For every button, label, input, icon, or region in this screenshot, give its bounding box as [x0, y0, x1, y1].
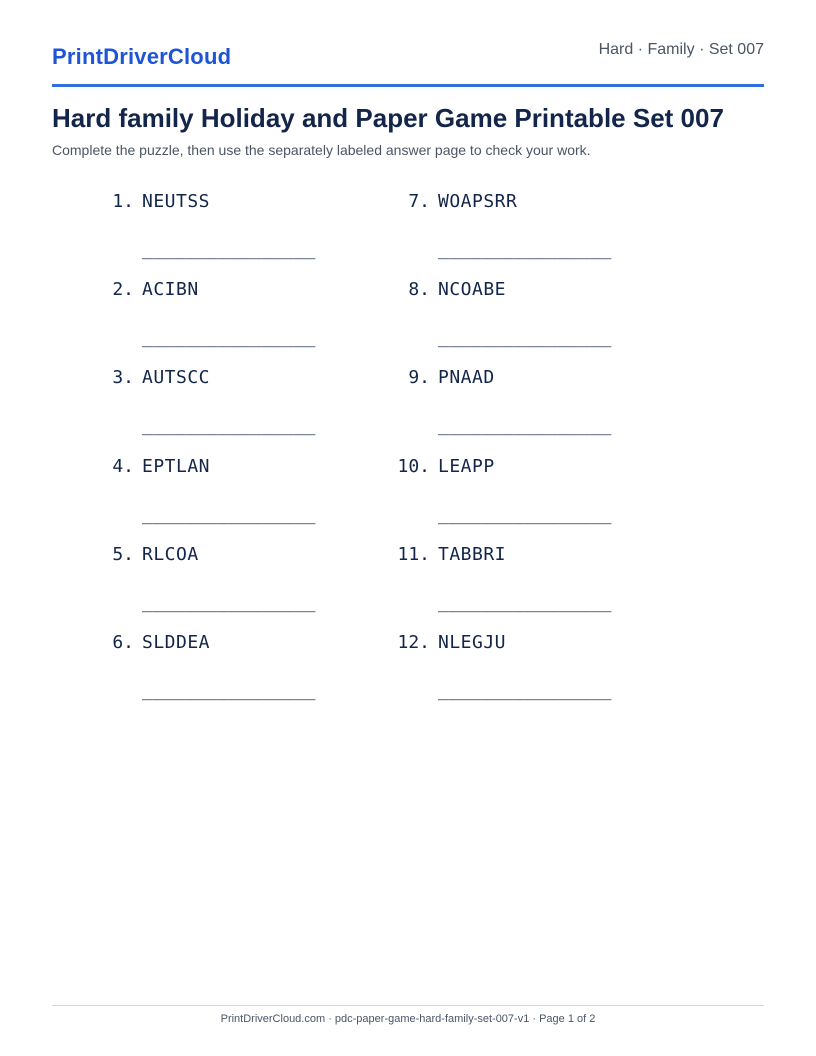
page-footer: PrintDriverCloud.com · pdc-paper-game-hard-family-set-007-v1 · Page 1 of 2: [220, 1013, 596, 1025]
puzzle-number: 3.: [112, 367, 134, 388]
puzzle-number: 4.: [112, 456, 134, 477]
breadcrumb-separator: ·: [637, 41, 644, 58]
puzzle-item: [100, 632, 400, 712]
puzzle-item: [396, 279, 696, 359]
breadcrumb-category: Family: [647, 41, 695, 58]
page-subtitle: Complete the puzzle, then use the separately labeled answer page to check your work.: [52, 142, 591, 158]
scrambled-word: ACIBN: [142, 279, 199, 300]
answer-blank: ________________: [142, 415, 316, 436]
answer-blank: ________________: [438, 415, 612, 436]
puzzle-number: 7.: [408, 191, 430, 212]
puzzle-item: [396, 367, 696, 447]
scrambled-word: PNAAD: [438, 367, 495, 388]
breadcrumb: [599, 41, 764, 59]
page-title: Hard family Holiday and Paper Game Printable Set 007: [52, 103, 724, 133]
brand-logo-text: PrintDriverCloud: [52, 44, 232, 69]
puzzle-item: [100, 544, 400, 624]
scrambled-word: WOAPSRR: [438, 191, 518, 212]
puzzle-item: [100, 191, 400, 271]
puzzle-number: 6.: [112, 632, 134, 653]
scrambled-word: NLEGJU: [438, 632, 507, 653]
answer-blank: ________________: [142, 239, 316, 260]
answer-blank: ________________: [438, 680, 612, 701]
puzzle-number: 9.: [408, 367, 430, 388]
scrambled-word: RLCOA: [142, 544, 199, 565]
answer-blank: ________________: [438, 504, 612, 525]
puzzle-number: 5.: [112, 544, 134, 565]
scrambled-word: EPTLAN: [142, 456, 211, 477]
answer-blank: ________________: [438, 327, 612, 348]
breadcrumb-set: Set 007: [708, 41, 764, 58]
breadcrumb-level: Hard: [598, 41, 634, 58]
puzzle-number: 1.: [112, 191, 134, 212]
puzzle-item: [100, 279, 400, 359]
scrambled-word: NCOABE: [438, 279, 507, 300]
answer-blank: ________________: [142, 504, 316, 525]
footer-divider: [52, 1005, 764, 1006]
scrambled-word: TABBRI: [438, 544, 507, 565]
answer-blank: ________________: [142, 592, 316, 613]
puzzle-item: [100, 456, 400, 536]
puzzle-number: 12.: [397, 632, 430, 653]
puzzle-item: [100, 367, 400, 447]
scrambled-word: AUTSCC: [142, 367, 211, 388]
puzzle-item: [396, 456, 696, 536]
answer-blank: ________________: [142, 327, 316, 348]
puzzle-item: [396, 632, 696, 712]
puzzle-number: 2.: [112, 279, 134, 300]
puzzle-item: [396, 544, 696, 624]
answer-blank: ________________: [438, 239, 612, 260]
puzzle-number: 8.: [408, 279, 430, 300]
puzzle-item: [396, 191, 696, 271]
scrambled-word: SLDDEA: [142, 632, 211, 653]
answer-blank: ________________: [142, 680, 316, 701]
puzzle-number: 10.: [397, 456, 430, 477]
scrambled-word: LEAPP: [438, 456, 495, 477]
page-header: [52, 38, 764, 87]
answer-blank: ________________: [438, 592, 612, 613]
puzzle-number: 11.: [397, 544, 430, 565]
scrambled-word: NEUTSS: [142, 191, 211, 212]
breadcrumb-separator: ·: [699, 41, 705, 58]
